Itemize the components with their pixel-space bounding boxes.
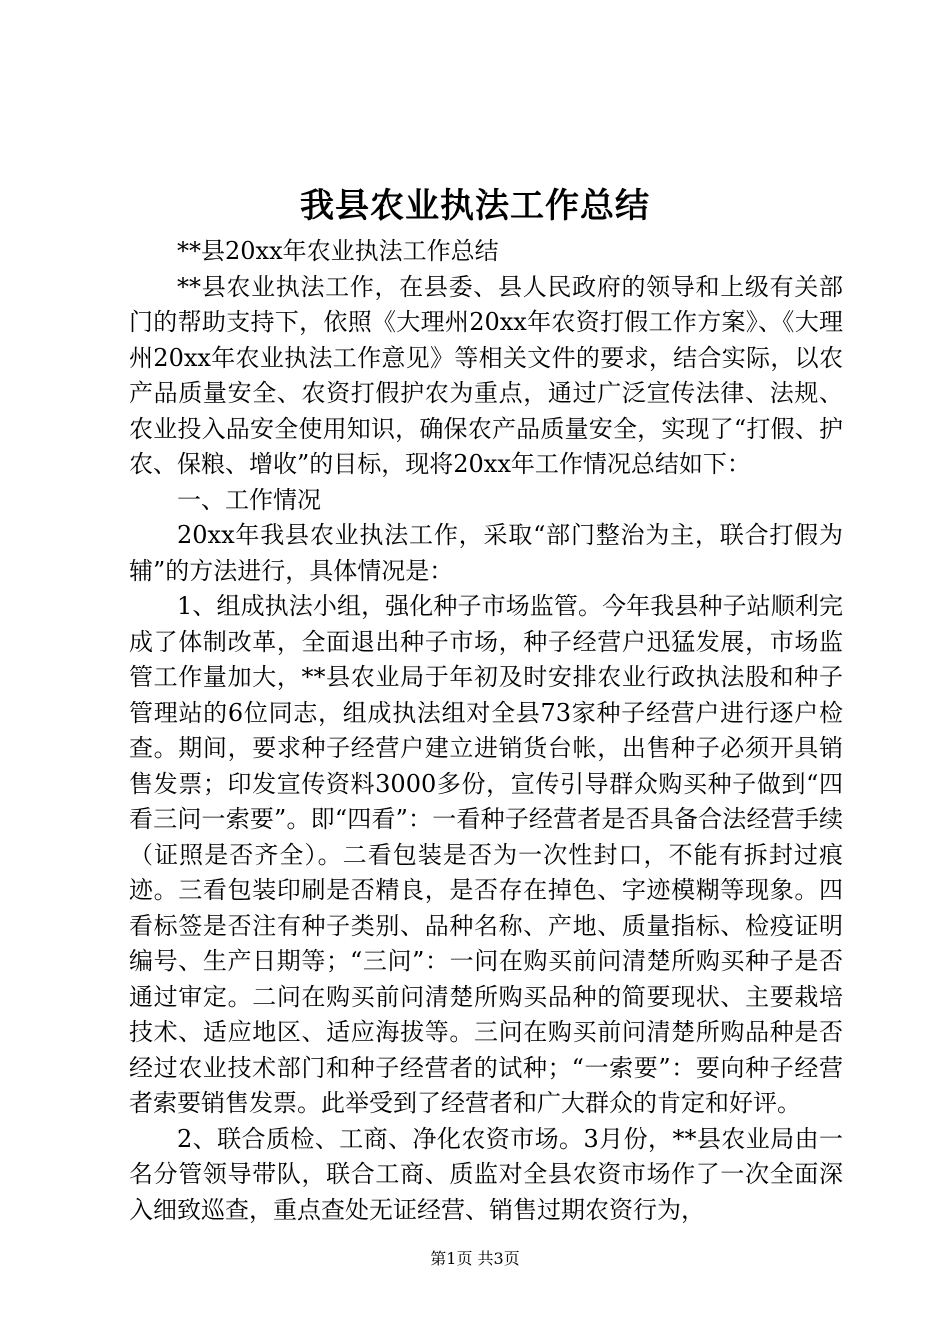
body-paragraph: 20xx年我县农业执法工作，采取“部门整治为主，联合打假为辅”的方法进行，具体情况是： bbox=[129, 521, 843, 585]
section-heading: 一、工作情况 bbox=[177, 485, 321, 514]
body-paragraph: 2、联合质检、工商、净化农资市场。3月份，**县农业局由一名分管领导带队，联合工商、质监对全县农资市场作了一次全面深入细致巡查，重点查处无证经营、销售过期农资行为， bbox=[129, 1124, 843, 1224]
intro-paragraph: **县农业执法工作，在县委、县人民政府的领导和上级有关部门的帮助支持下，依照《大理州20xx年农资打假工作方案》、《大理州20xx年农业执法工作意见》等相关文件的要求，结合实际，以农产品质量安全、农资打假护农为重点，通过广泛宣传法律、法规、农业投入品安全使用知识，确保农产品质量安全，实现了“打假、护农、保粮、增收”的目标，现将20xx年工作情况总结如下： bbox=[129, 272, 843, 478]
document-title: 我县农业执法工作总结 bbox=[300, 186, 650, 226]
body-paragraph: 1、组成执法小组，强化种子市场监管。今年我县种子站顺利完成了体制改革，全面退出种子市场，种子经营户迅猛发展，市场监管工作量加大，**县农业局于年初及时安排农业行政执法股和种子管理站的6位同志，组成执法组对全县73家种子经营户进行逐户检查。期间，要求种子经营户建立进销货台帐，出售种子必须开具销售发票；印发宣传资料3000多份，宣传引导群众购买种子做到“四看三问一索要”。即“四看”：一看种子经营者是否具备合法经营手续（证照是否齐全）。二看包装是否为一次性封口，不能有拆封过痕迹。三看包装印刷是否精良，是否存在掉色、字迹模糊等现象。四看标签是否注有种子类别、品种名称、产地、质量指标、检疫证明编号、生产日期等；“三问”：一问在购买前问清楚所购买种子是否通过审定。二问在购买前问清楚所购买品种的简要现状、主要栽培技术、适应地区、适应海拔等。三问在购买前问清楚所购品种是否经过农业技术部门和种子经营者的试种；“一索要”：要向种子经营者索要销售发票。此举受到了经营者和广大群众的肯定和好评。 bbox=[129, 592, 843, 1117]
document-body bbox=[129, 234, 843, 1228]
page-footer: 第1页 共3页 bbox=[430, 1249, 520, 1268]
subtitle-paragraph: **县20xx年农业执法工作总结 bbox=[177, 237, 499, 265]
